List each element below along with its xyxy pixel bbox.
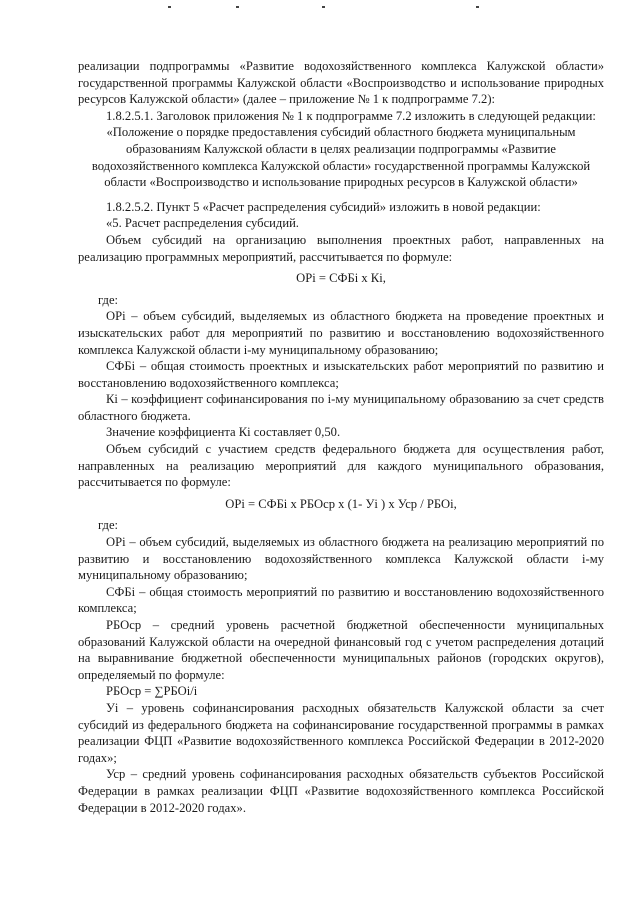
formula-2: ОРi = СФБi х РБОср х (1- Уi ) х Уср / РБОi, (225, 496, 457, 511)
paragraph-subsidy-volume: Объем субсидий на организацию выполнения проектных работ, направленных на реализацию программных мероприятий, рассчитывается по формуле: (78, 232, 604, 264)
definition-rbosr: РБОср – средний уровень расчетной бюджетной обеспеченности муниципальных образований Калужской области на очередной финансовый год с учетом распределения дотаций на выравнивание бюджетной обеспеченности муниципальных районов (городских округов), определяемый по формуле: (78, 618, 604, 682)
formula-1: ОРi = СФБi х Кi, (296, 271, 386, 286)
definition-usr: Уср – средний уровень софинансирования расходных обязательств субъектов Российской Федерации в рамках реализации ФЦП «Развитие водохозяйственного комплекса Российской Федерации в 2012-2020 годах». (78, 767, 604, 815)
definition-ori-1: ОРi – объем субсидий, выделяемых из областного бюджета на проведение проектных и изыскательских работ для мероприятий по развитию и восстановлению водохозяйственного комплекса Калужской области i-му муниципальному образованию; (78, 309, 604, 357)
where-label-2: где: (98, 518, 119, 533)
definition-ki: Кi – коэффициент софинансирования по i-му муниципальному образованию за счет средств областного бюджета. (78, 392, 604, 423)
definition-ori-2: ОРi – объем субсидий, выделяемых из областного бюджета на реализацию мероприятий по развитию и восстановлению водохозяйственного комплекса Калужской области i-му муниципальному образованию; (78, 535, 604, 583)
document-body (78, 58, 604, 816)
coefficient-value: Значение коэффициента Кi составляет 0,50. (106, 425, 341, 440)
scan-mark (322, 6, 325, 8)
appendix-title: «Положение о порядке предоставления субсидий областного бюджета муниципальным образованиям Калужской области в целях реализации подпрограммы «Развитие водохозяйственного комплекса Калужской области» государственной программы Калужской области «Воспроизводство и использование природных ресурсов в Калужской области» (91, 125, 591, 190)
scan-mark (236, 6, 239, 8)
paragraph-federal-subsidy: Объем субсидий с участием средств федерального бюджета для осуществления работ, направленных на реализацию мероприятий для каждого муниципального образования, рассчитывается по формуле: (78, 442, 604, 490)
scan-mark (168, 6, 171, 8)
where-label-1: где: (98, 292, 119, 307)
scan-mark (476, 6, 479, 8)
formula-3: РБОср = ∑РБОi/i (106, 684, 198, 699)
paragraph-intro: реализации подпрограммы «Развитие водохозяйственного комплекса Калужской области» государственной программы Калужской области «Воспроизводство и использование природных ресурсов Калужской области» (далее – приложение № 1 к подпрограмме 7.2): (78, 59, 604, 107)
definition-sfbi-1: СФБi – общая стоимость проектных и изыскательских работ мероприятий по развитию и восстановлению водохозяйственного комплекса; (78, 359, 604, 390)
definition-sfbi-2: СФБi – общая стоимость мероприятий по развитию и восстановлению водохозяйственного комплекса; (78, 584, 604, 616)
paragraph-amendment-2: 1.8.2.5.2. Пункт 5 «Расчет распределения субсидий» изложить в новой редакции: (106, 199, 541, 214)
section-heading: «5. Расчет распределения субсидий. (106, 216, 299, 231)
paragraph-amendment-1: 1.8.2.5.1. Заголовок приложения № 1 к подпрограмме 7.2 изложить в следующей редакции: (106, 108, 596, 123)
definition-ui: Уi – уровень софинансирования расходных обязательств Калужской области за счет субсидий из федерального бюджета на софинансирование государственной программы в рамках реализации ФЦП «Развитие водохозяйственного комплекса Российской Федерации в 2012-2020 годах»; (78, 700, 604, 765)
scan-marks (0, 6, 640, 14)
